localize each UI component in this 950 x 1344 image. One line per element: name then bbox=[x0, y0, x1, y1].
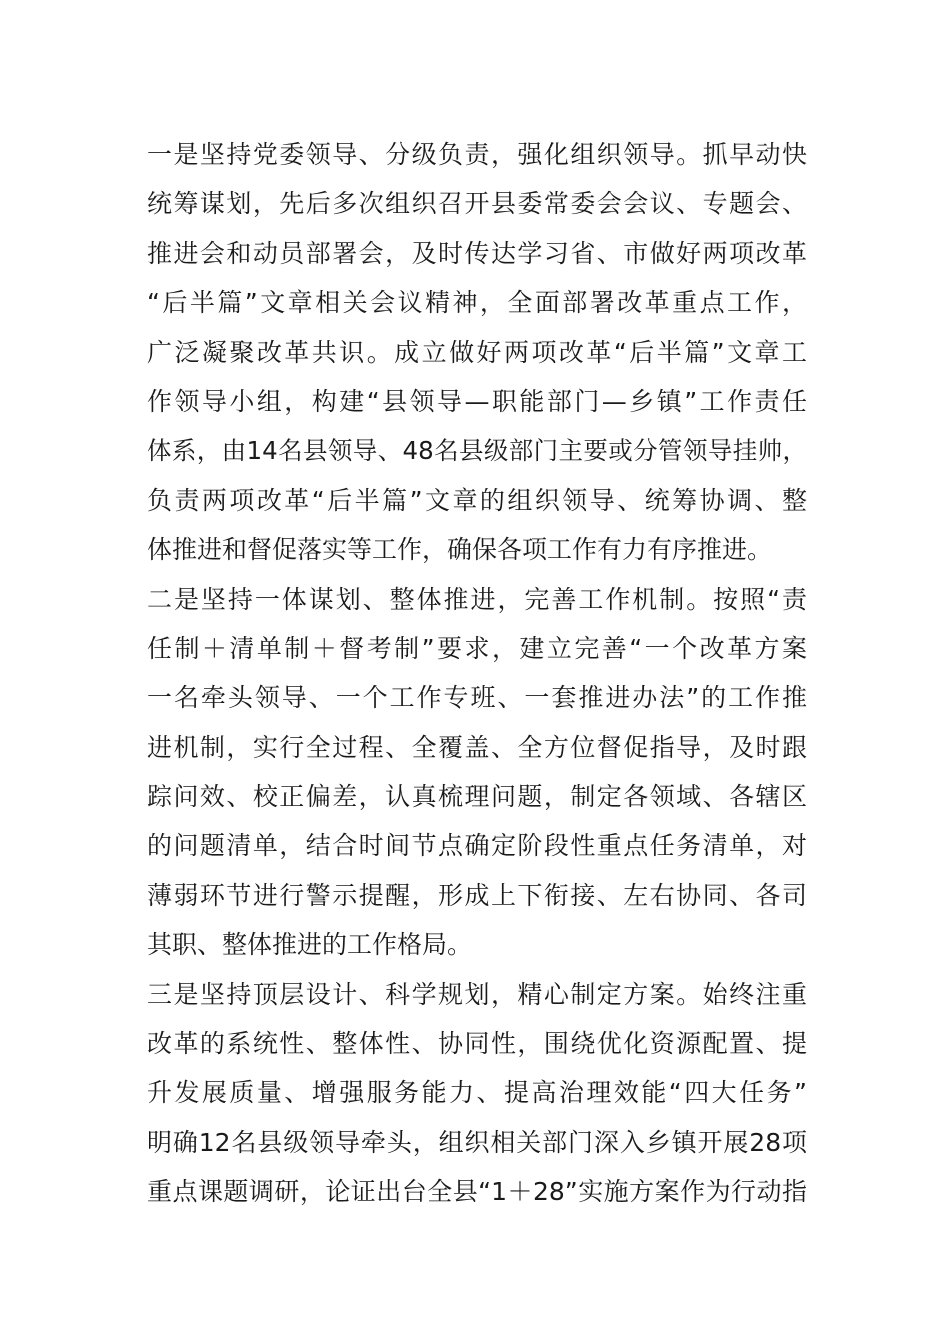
text-line: 广泛凝聚改革共识。成立做好两项改革“后半篇”文章工 bbox=[147, 337, 807, 367]
text-line: 明确12名县级领导牵头，组织相关部门深入乡镇开展28项 bbox=[147, 1127, 807, 1157]
text-line: 进机制，实行全过程、全覆盖、全方位督促指导，及时跟 bbox=[147, 732, 807, 762]
text-line: 其职、整体推进的工作格局。 bbox=[147, 930, 473, 960]
text-line: 重点课题调研，论证出台全县“1＋28”实施方案作为行动指 bbox=[147, 1177, 807, 1207]
text-line: 升发展质量、增强服务能力、提高治理效能“四大任务” bbox=[147, 1078, 807, 1108]
text-line: 体推进和督促落实等工作，确保各项工作有力有序推进。 bbox=[147, 535, 773, 565]
text-line: 负责两项改革“后半篇”文章的组织领导、统筹协调、整 bbox=[147, 485, 807, 515]
text-line: 一是坚持党委领导、分级负责，强化组织领导。抓早动快 bbox=[147, 140, 807, 169]
text-line: 体系，由14名县领导、48名县级部门主要或分管领导挂帅， bbox=[147, 436, 807, 466]
text-line: 的问题清单，结合时间节点确定阶段性重点任务清单，对 bbox=[147, 831, 807, 861]
text-line: 薄弱环节进行警示提醒，形成上下衔接、左右协同、各司 bbox=[147, 880, 807, 910]
text-line: 一名牵头领导、一个工作专班、一套推进办法”的工作推 bbox=[147, 683, 807, 713]
text-line: 三是坚持顶层设计、科学规划，精心制定方案。始终注重 bbox=[147, 979, 807, 1009]
text-line: 二是坚持一体谋划、整体推进，完善工作机制。按照“责 bbox=[147, 584, 807, 614]
text-line: “后半篇”文章相关会议精神，全面部署改革重点工作， bbox=[147, 288, 807, 318]
text-line: 统筹谋划，先后多次组织召开县委常委会会议、专题会、 bbox=[147, 189, 807, 219]
document-body bbox=[147, 130, 807, 1217]
text-line: 改革的系统性、整体性、协同性，围绕优化资源配置、提 bbox=[147, 1029, 807, 1059]
text-line: 作领导小组，构建“县领导—职能部门—乡镇”工作责任 bbox=[147, 386, 807, 416]
text-line: 推进会和动员部署会，及时传达学习省、市做好两项改革 bbox=[147, 238, 807, 268]
text-line: 任制＋清单制＋督考制”要求，建立完善“一个改革方案 bbox=[147, 633, 807, 663]
text-line: 踪问效、校正偏差，认真梳理问题，制定各领域、各辖区 bbox=[147, 782, 807, 812]
